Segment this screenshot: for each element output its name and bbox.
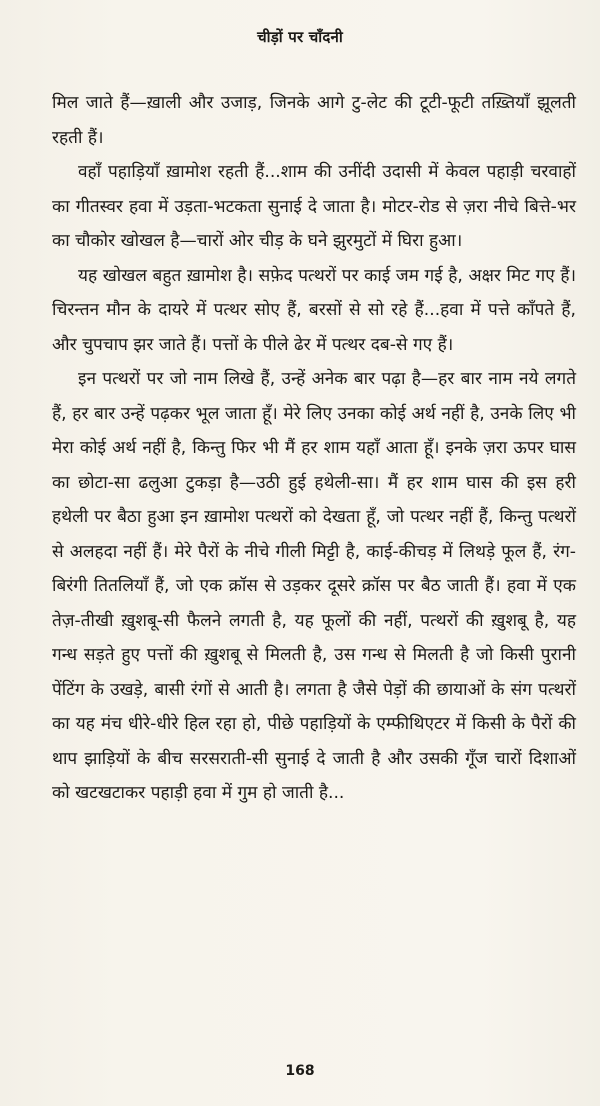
paragraph: मिल जाते हैं—ख़ाली और उजाड़, जिनके आगे टु-लेट की टूटी-फूटी तख़्तियाँ झूलती रहती हैं। (52, 93, 576, 148)
paragraph: यह खोखल बहुत ख़ामोश है। सफ़ेद पत्थरों पर काई जम गई है, अक्षर मिट गए हैं। चिरन्तन मौन के दायरे में पत्थर सोए हैं, बरसों से सो रहे हैं...हवा में पत्ते काँपते हैं, और चुपचाप झर जाते हैं। पत्तों के पीले ढेर में पत्थर दब-से गए हैं। (52, 265, 576, 355)
paragraph: इन पत्थरों पर जो नाम लिखे हैं, उन्हें अनेक बार पढ़ा है—हर बार नाम नये लगते हैं, हर बार उन्हें पढ़कर भूल जाता हूँ। मेरे लिए उनका कोई अर्थ नहीं है, उनके लिए भी मेरा कोई अर्थ नहीं है, किन्तु फिर भी मैं हर शाम यहाँ आता हूँ। इनके ज़रा ऊपर घास का छोटा-सा ढलुआ टुकड़ा है—उठी हुई हथेली-सा। मैं हर शाम घास की इस हरी हथेली पर बैठा हुआ इन ख़ामोश पत्थरों को देखता हूँ, जो पत्थर नहीं हैं, किन्तु पत्थरों से अलहदा नहीं हैं। मेरे पैरों के नीचे गीली मिट्टी है, काई-कीचड़ में लिथड़े फूल हैं, रंग-बिरंगी तितलियाँ हैं, जो एक क्रॉस से उड़कर दूसरे क्रॉस पर बैठ जाती हैं। हवा में एक तेज़-तीखी ख़ुशबू-सी फैलने लगती है, यह फूलों की नहीं, पत्थरों की ख़ुशबू है, यह गन्ध सड़ते हुए पत्तों की ख़ुशबू से मिलती है, उस गन्ध से मिलती है जो किसी पुरानी पेंटिंग के उखड़े, बासी रंगों से आती है। लगता है जैसे पेड़ों की छायाओं के संग पत्थरों का यह मंच धीरे-धीरे हिल रहा हो, पीछे पहाड़ियों के एम्फीथिएटर में किसी के पैरों की थाप झाड़ियों के बीच सरसराती-सी सुनाई दे जाती है और उसकी गूँज चारों दिशाओं को खटखटाकर पहाड़ी हवा में गुम हो जाती है... (52, 369, 576, 803)
body-text (52, 86, 576, 811)
paragraph: वहाँ पहाड़ियाँ ख़ामोश रहती हैं...शाम की उनींदी उदासी में केवल पहाड़ी चरवाहों का गीतस्वर हवा में उड़ता-भटकता सुनाई दे जाता है। मोटर-रोड से ज़रा नीचे बित्ते-भर का चौकोर खोखल है—चारों ओर चीड़ के घने झुरमुटों में घिरा हुआ। (52, 162, 576, 251)
running-head: चीड़ों पर चाँदनी (257, 28, 343, 46)
page-number: 168 (285, 1063, 315, 1079)
